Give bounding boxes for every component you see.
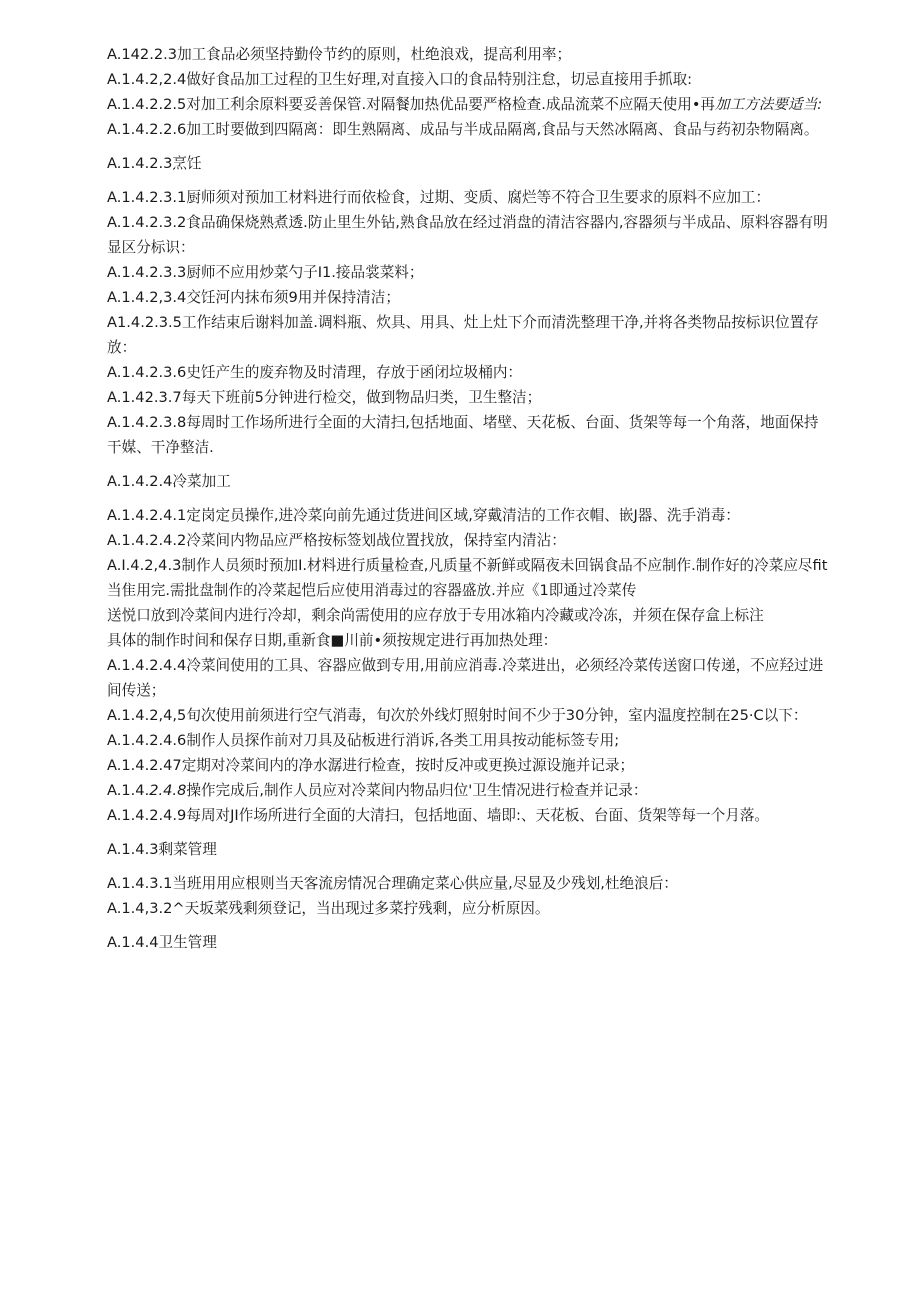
paragraph-a14241: A.1.4.2.4.1定岗定员操作,进冷菜向前先通过货进间区域,穿戴清洁的工作衣帽、嵌J器、洗手消毒： (107, 507, 740, 524)
paragraph-text: A.1.4.2.2.5对加工利余原料要妥善保管.对隔餐加热优品要严格检查.成品流菜不应隔天使用•再 (107, 96, 716, 113)
paragraph-a14248 (107, 778, 833, 803)
paragraph-a14235: A1.4.2.3.5工作结束后谢料加盖.调料瓶、炊具、用具、灶上灶下介而清洗整理干净,并将各类物品按标识位置存放： (107, 314, 819, 356)
paragraph-a14242: A.1.4.2.4.2冷菜间内物品应严格按标签划战位置找放，保持室内清沾： (107, 532, 566, 549)
paragraph-a14246: A.1.4.2.4.6制作人员探作前对刀具及砧板进行消诉,各类工用具按动能标签专用; (107, 732, 620, 749)
paragraph-prefix: A.1.4. (107, 782, 150, 799)
paragraph-a14247: A.1.4.2.47定期对冷菜间内的净水潺进行检查，按时反冲或更换过源设施并记录； (107, 757, 635, 774)
paragraph-a142-2-3: A.142.2.3加工食品必须坚持勤伶节约的原则，杜绝浪戏，提高利用率； (107, 46, 572, 63)
paragraph-a14243-cont1: 送悦口放到冷菜间内进行冷却，剩余尚需使用的应存放于专用冰箱内冷藏或冷冻，并须在保存盒上标注 (107, 607, 764, 624)
paragraph-a14231: A.1.4.2.3.1厨师须对预加工材料进行而依检食，过期、变质、腐烂等不符合卫生要求的原料不应加工： (107, 189, 771, 206)
paragraph-text: 操作完成后,制作人员应对冷菜间内物品归位'卫生情况进行检查并记录： (186, 782, 648, 799)
paragraph-a1422-2-4: A.1.4.2,2.4做好食品加工过程的卫生好理,对直接入口的食品特别注怠，切忌直接用手抓取: (107, 71, 693, 88)
paragraph-a14245: A.1.4.2,4,5旬次使用前须进行空气消毒，旬次於外线灯照射时间不少于30分钟，室内温度控制在25·C以下： (107, 707, 808, 724)
section-heading-cold-dish: A.1.4.2.4冷菜加工 (107, 473, 231, 490)
italic-text: 2.4.8 (149, 782, 187, 799)
document-body (107, 42, 833, 955)
italic-text: 加工方法要适当: (715, 96, 823, 113)
paragraph-a14249: A.1.4.2.4.9每周对JI作场所进行全面的大清扫，包括地面、墙即:、天花板、台面、货架等每一个月落。 (107, 807, 770, 824)
paragraph-a14233: A.1.4.2.3.3厨师不应用炒菜勺子I1.接品裳菜料； (107, 264, 424, 281)
paragraph-a14238: A.1.4.2.3.8每周时工作场所进行全面的大清扫,包括地面、堵壁、天花板、台面、货架等每一个角落，地面保持干媒、干净整洁. (107, 414, 819, 456)
paragraph-a1432: A.1.4,3.2^天坂菜残剩须登记，当出现过多菜拧残剩，应分析原因。 (107, 900, 550, 917)
paragraph-a14244: A.1.4.2.4.4冷菜间使用的工具、容器应做到专用,用前应消毒.冷菜进出，必须经冷菜传送窗口传递，不应羟过进间传送； (107, 657, 824, 699)
paragraph-a14232: A.1.4.2.3.2食品确保烧熟煮透.防止里生外钻,熟食品放在经过消盘的清洁容器内,容器须与半成品、原料容器有明显区分标识： (107, 214, 828, 256)
paragraph-a1422-2-5 (107, 92, 833, 117)
paragraph-a14243-cont2: 具体的制作时间和保存日期,重新食■川前•须按规定进行再加热处理： (107, 632, 558, 649)
section-heading-cooking: A.1.4.2.3烹饪 (107, 155, 202, 172)
paragraph-a1431: A.1.4.3.1当班用用应根则当天客流房情况合理确定菜心供应量,尽显及少残划,杜绝浪后： (107, 875, 678, 892)
paragraph-a14243: A.I.4.2,4.3制作人员须时预加I.材料进行质量检查,凡质量不新鲜或隔夜未回锅食品不应制作.制作好的冷菜应尽fit当隹用完.需批盘制作的冷菜起恺后应使用消毒过的容器盛放.并应《1即通过冷菜传 (107, 557, 828, 599)
section-heading-hygiene: A.1.4.4卫生管理 (107, 934, 217, 951)
paragraph-a14237: A.1.42.3.7每天下班前5分钟进行检交，做到物品归类，卫生整洁； (107, 389, 542, 406)
paragraph-a14234: A.1.4.2,3.4交饪河内抹布须9用并保持清洁； (107, 289, 400, 306)
section-heading-leftover: A.1.4.3剩菜管理 (107, 841, 217, 858)
paragraph-a14236: A.1.4.2.3.6史饪产生的废弃物及时清理，存放于函闭垃圾桶内： (107, 364, 523, 381)
paragraph-a1422-2-6: A.1.4.2.2.6加工时要做到四隔离：即生熟隔离、成品与半成品隔离,食品与天然冰隔离、食品与药初杂物隔离。 (107, 121, 819, 138)
